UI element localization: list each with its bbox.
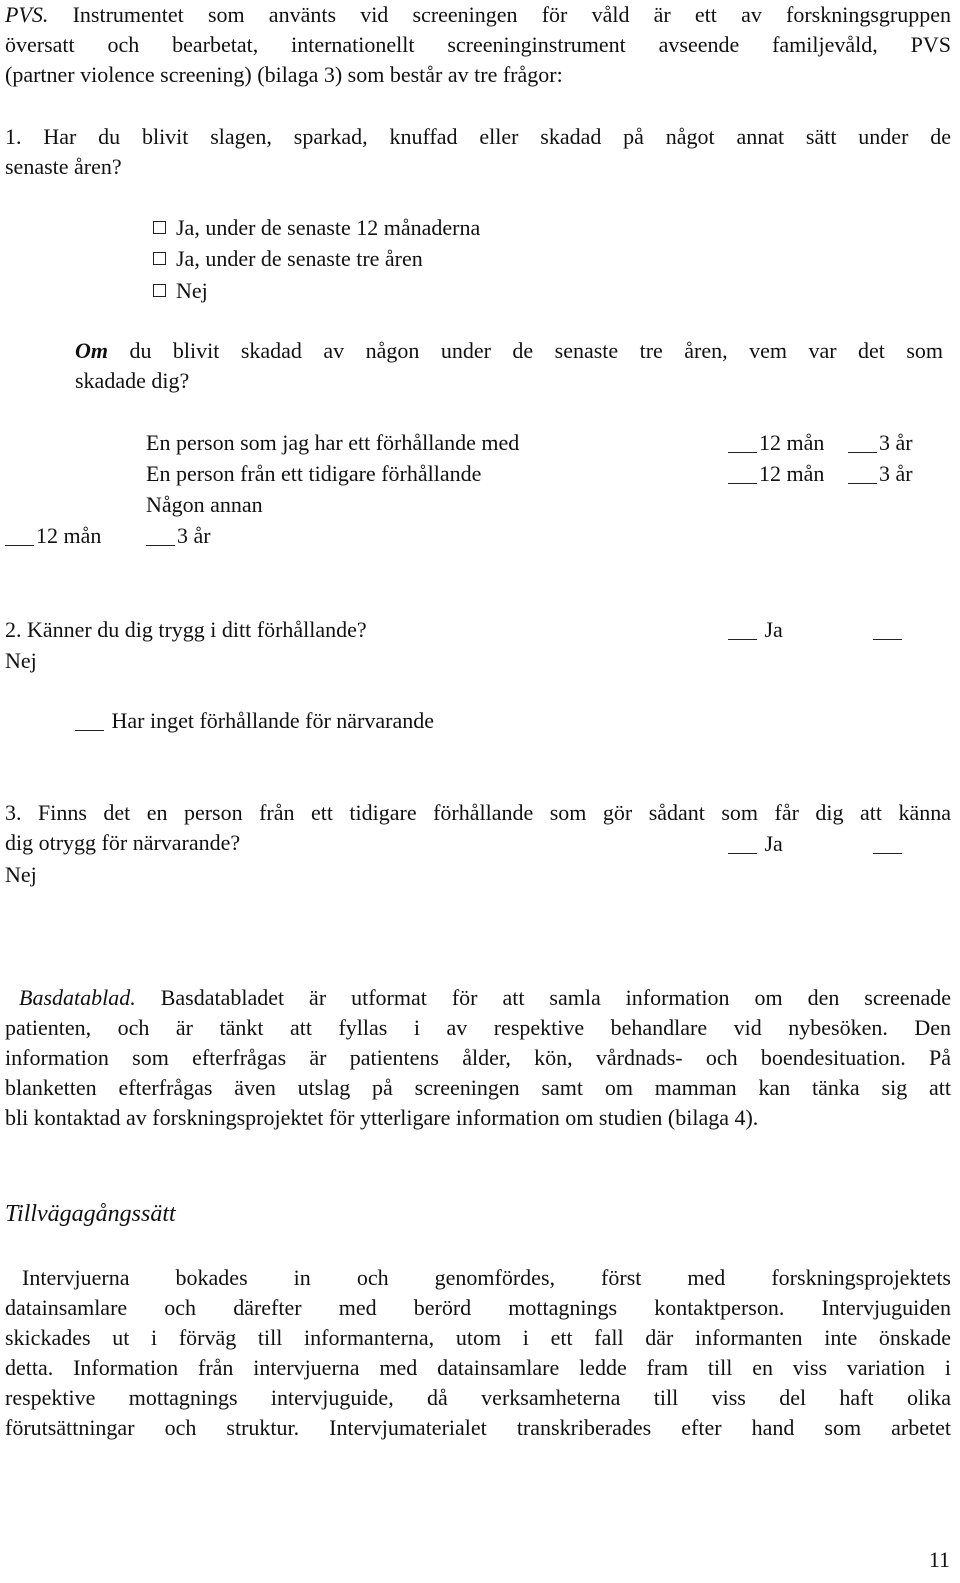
answer-blank[interactable] xyxy=(5,527,34,546)
q2-nej-blank[interactable] xyxy=(873,615,904,645)
q1-followup-line-1: Om du blivit skadad av någon under de senaste tre åren, vem var det som xyxy=(75,338,944,363)
basdata-lead: Basdatablad. xyxy=(19,985,136,1010)
answer-blank[interactable] xyxy=(728,835,757,854)
q3-line-2: dig otrygg för närvarande? xyxy=(5,830,241,855)
checkbox-icon[interactable] xyxy=(153,221,166,234)
question-1 xyxy=(5,122,951,182)
q2-ja[interactable]: Ja xyxy=(728,615,783,645)
q1-line-2: senaste åren? xyxy=(5,154,122,179)
q1-person-3: Någon annan xyxy=(146,492,263,517)
q1-person-2-12mon[interactable]: 12 mån xyxy=(728,459,824,489)
answer-blank[interactable] xyxy=(873,835,902,854)
answer-blank[interactable] xyxy=(848,465,877,484)
q2-question: 2. Känner du dig trygg i ditt förhållande? xyxy=(5,617,367,642)
answer-blank[interactable] xyxy=(873,621,902,640)
q3-nej-blank[interactable] xyxy=(873,829,904,859)
intro-lead: PVS. xyxy=(5,2,49,27)
q1-person-1-12mon[interactable]: 12 mån xyxy=(728,428,824,458)
q1-followup-line-2: skadade dig? xyxy=(75,368,190,393)
section-line-5: respektive mottagnings intervjuguide, då verksamheterna till viss del haft olika xyxy=(5,1385,951,1410)
q2-nej: Nej xyxy=(5,648,37,673)
intro-line-2: översatt och bearbetat, internationellt screeninginstrument avseende familjevåld, PVS xyxy=(5,32,951,57)
q1-line-1: 1. Har du blivit slagen, sparkad, knuffad eller skadad på något annat sätt under de xyxy=(5,124,951,149)
intro-line-3: (partner violence screening) (bilaga 3) som består av tre frågor: xyxy=(5,62,563,87)
section-line-6: förutsättningar och struktur. Intervjumaterialet transkriberades efter hand som arbetet xyxy=(5,1415,951,1440)
page-number: 11 xyxy=(928,1547,950,1572)
q3-line-1: 3. Finns det en person från ett tidigare förhållande som gör sådant som får dig att känna xyxy=(5,800,951,825)
answer-blank[interactable] xyxy=(728,465,757,484)
checkbox-icon[interactable] xyxy=(153,252,166,265)
section-heading: Tillvägagångssätt xyxy=(5,1201,176,1227)
intro-paragraph xyxy=(5,0,951,90)
q1-option-1[interactable]: Ja, under de senaste 12 månaderna xyxy=(153,213,480,243)
q3-ja[interactable]: Ja xyxy=(728,829,783,859)
basdata-line-3: information som efterfrågas är patientens ålder, kön, vårdnads- och boendesituation. På xyxy=(5,1045,951,1070)
q1-followup xyxy=(75,336,943,396)
basdata-line-1: Basdatablad. Basdatabladet är utformat för att samla information om den screenade xyxy=(19,985,952,1010)
answer-blank[interactable] xyxy=(75,712,104,731)
section-line-2: datainsamlare och därefter med berörd mottagnings kontaktperson. Intervjuguiden xyxy=(5,1295,951,1320)
q1-person-2-3yr[interactable]: 3 år xyxy=(848,459,913,489)
question-3 xyxy=(5,798,951,858)
answer-blank[interactable] xyxy=(728,621,757,640)
q1-option-2[interactable]: Ja, under de senaste tre åren xyxy=(153,244,423,274)
answer-blank[interactable] xyxy=(146,527,175,546)
basdata-line-4: blanketten efterfrågas även utslag på screeningen samt om mamman kan tänka sig att xyxy=(5,1075,951,1100)
basdata-line-2: patienten, och är tänkt att fyllas i av respektive behandlare vid nybesöken. Den xyxy=(5,1015,951,1040)
q1-person-3-12mon[interactable]: 12 mån xyxy=(5,521,101,551)
q3-nej: Nej xyxy=(5,862,37,887)
section-line-3: skickades ut i förväg till informanterna, utom i ett fall där informanten inte önskade xyxy=(5,1325,951,1350)
intro-line-1: PVS. Instrumentet som använts vid screeningen för våld är ett av forskningsgruppen xyxy=(5,2,952,27)
q1-person-1: En person som jag har ett förhållande med xyxy=(146,430,520,455)
basdata-line-5: bli kontaktad av forskningsprojektet för ytterligare information om studien (bilaga 4). xyxy=(5,1105,759,1130)
q2-no-relationship[interactable]: Har inget förhållande för närvarande xyxy=(75,706,434,736)
q1-option-3[interactable]: Nej xyxy=(153,276,208,306)
basdata-paragraph xyxy=(5,983,951,1133)
section-line-4: detta. Information från intervjuerna med datainsamlare ledde fram till en viss variation i xyxy=(5,1355,951,1380)
checkbox-icon[interactable] xyxy=(153,284,166,297)
q1-person-3-3yr[interactable]: 3 år xyxy=(146,521,211,551)
q1-person-1-3yr[interactable]: 3 år xyxy=(848,428,913,458)
answer-blank[interactable] xyxy=(728,434,757,453)
section-paragraph xyxy=(5,1263,951,1443)
section-line-1: Intervjuerna bokades in och genomfördes, först med forskningsprojektets xyxy=(22,1265,951,1290)
q1-person-2: En person från ett tidigare förhållande xyxy=(146,461,482,486)
answer-blank[interactable] xyxy=(848,434,877,453)
